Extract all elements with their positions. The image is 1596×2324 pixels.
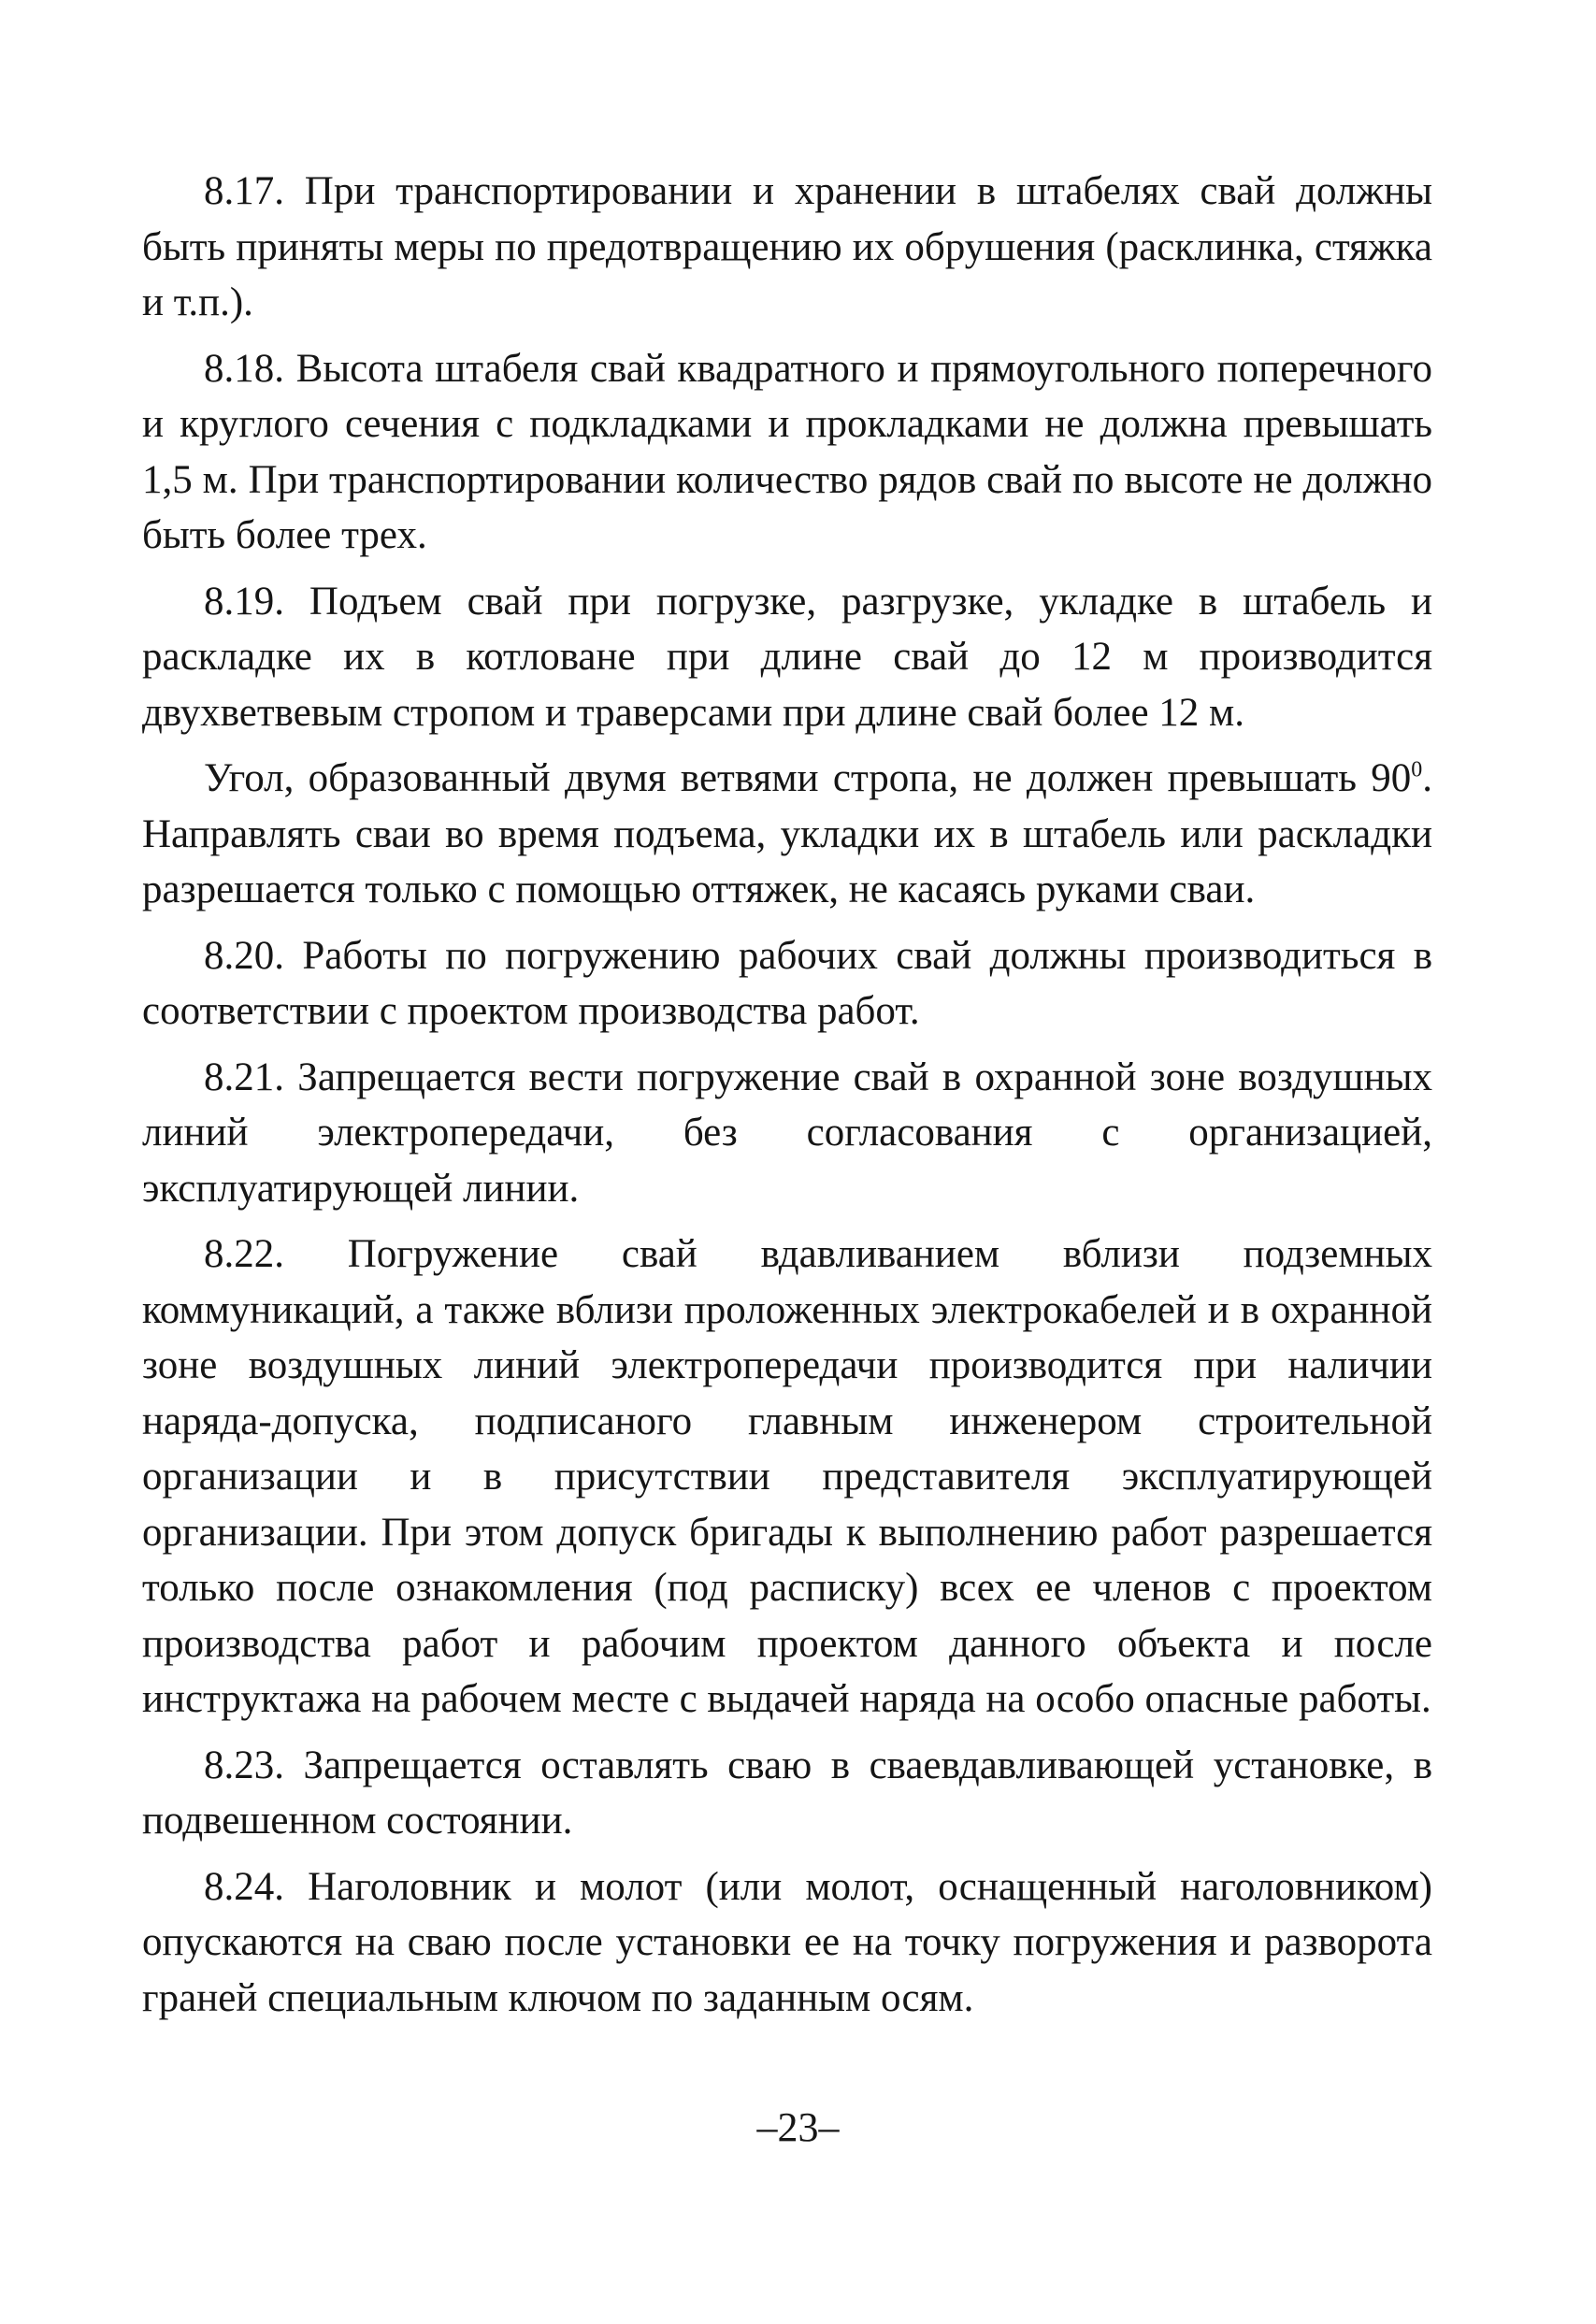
page-number: –23– [756, 2104, 840, 2150]
paragraph-8-22: 8.22. Погружение свай вдавливанием вблизи подземных коммуникаций, а также вблизи проложенных электрокабелей и в охранной зоне воздушных линий электропередачи производится при наличии наряда-допуска, подписаного главным инженером строительной организации и в присутствии представителя эксплуатирующей организации. При этом допуск бригады к выполнению работ разрешается только после ознакомления (под расписку) всех ее членов с проектом производства работ и рабочим проектом данного объекта и после инструктажа на рабочем месте с выдачей наряда на особо опасные работы. [142, 1232, 1432, 1721]
angle-text-after: . Направлять сваи во время подъема, укладки их в штабель или раскладки разрешается только с помощью оттяжек, не касаясь руками сваи. [142, 756, 1432, 911]
paragraph-8-24: 8.24. Наголовник и молот (или молот, оснащенный наголовником) опускаются на сваю после установки ее на точку погружения и разворота граней специальным ключом по заданным осям. [142, 1864, 1432, 2020]
paragraph-8-19-angle [142, 751, 1432, 918]
document-body [142, 164, 1432, 2036]
paragraph-8-20: 8.20. Работы по погружению рабочих свай должны производиться в соответствии с проектом производства работ. [142, 933, 1432, 1033]
paragraph-8-19: 8.19. Подъем свай при погрузке, разгрузке, укладке в штабель и раскладке их в котловане при длине свай до 12 м производится двухветвевым стропом и траверсами при длине свай более 12 м. [142, 579, 1432, 735]
paragraph-8-23: 8.23. Запрещается оставлять сваю в сваевдавливающей установке, в подвешенном состоянии. [142, 1743, 1432, 1843]
paragraph-8-18: 8.18. Высота штабеля свай квадратного и прямоугольного поперечного и круглого сечения с подкладками и прокладками не должна превышать 1,5 м. При транспортировании количество рядов свай по высоте не должно быть более трех. [142, 346, 1432, 557]
angle-text-before: Угол, образованный двумя ветвями стропа, не должен превышать 90 [204, 756, 1412, 800]
paragraph-8-21: 8.21. Запрещается вести погружение свай в охранной зоне воздушных линий электропередачи, без согласования с организацией, эксплуатирующей линии. [142, 1054, 1432, 1211]
degree-superscript: 0 [1411, 757, 1423, 782]
paragraph-8-17: 8.17. При транспортировании и хранении в штабелях свай должны быть приняты меры по предотвращению их обрушения (расклинка, стяжка и т.п.). [142, 169, 1432, 324]
